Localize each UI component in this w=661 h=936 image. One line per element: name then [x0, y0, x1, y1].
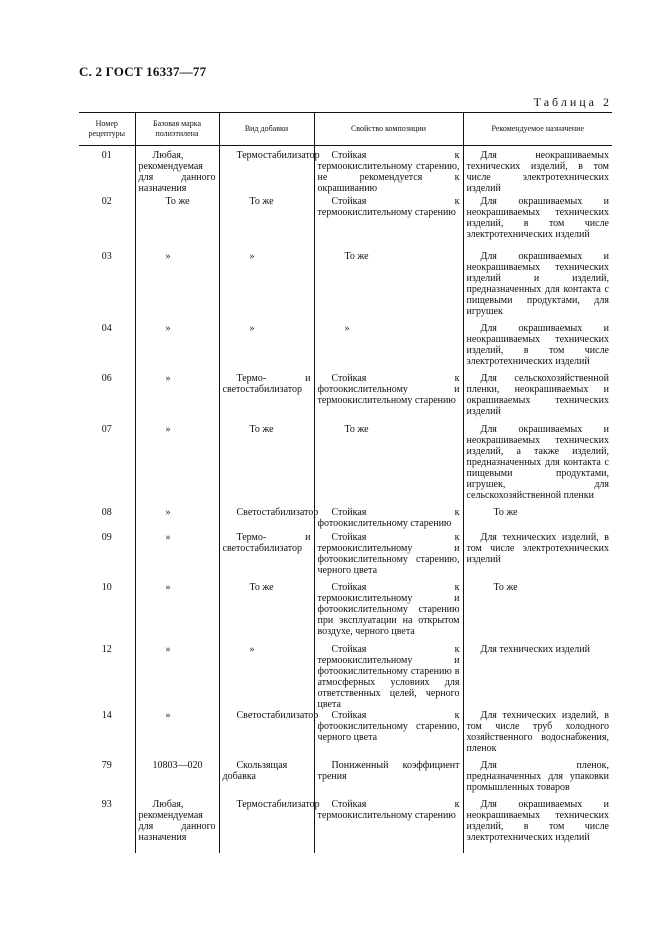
cell-composition-property: Стойкая к термоокислительному старению [314, 799, 463, 853]
cell-base-grade: » [135, 644, 219, 710]
cell-recipe-number: 12 [101, 643, 112, 655]
cell-recipe-number: 06 [101, 372, 112, 384]
table-caption: Таблица 2 [533, 95, 612, 109]
cell-base-grade: » [135, 710, 219, 760]
cell-additive-type: То же [219, 582, 314, 644]
cell-recipe-number: 03 [101, 250, 112, 262]
cell-base-grade: » [135, 424, 219, 507]
cell-additive-type: Термостабилизатор [219, 799, 314, 853]
table-row [79, 424, 612, 507]
cell-base-grade: » [135, 251, 219, 323]
cell-recommended-use: Для неокрашиваемых технических изделий, в том числе электротехнических изделий [463, 146, 612, 196]
cell-additive-type: Светостабилизатор [219, 710, 314, 760]
cell-additive-type: То же [219, 424, 314, 507]
cell-recipe-number: 79 [101, 759, 112, 771]
table-row [79, 799, 612, 853]
cell-recommended-use: Для окрашиваемых и неокрашиваемых технических изделий, в том числе электротехнических изделий [463, 196, 612, 251]
cell-composition-property: Пониженный коэффициент трения [314, 760, 463, 799]
cell-base-grade: » [135, 507, 219, 532]
cell-additive-type: Термо- и светостабилизатор [219, 373, 314, 424]
cell-recipe-number: 09 [101, 531, 112, 543]
cell-composition-property: То же [314, 424, 463, 507]
cell-additive-type: Термостабилизатор [219, 146, 314, 196]
cell-recommended-use: Для пленок, предназначенных для упаковки промышленных товаров [463, 760, 612, 799]
cell-recipe-number: 07 [101, 423, 112, 435]
cell-base-grade: » [135, 323, 219, 373]
header-additive-type: Вид добавки [219, 113, 314, 146]
cell-recommended-use: Для окрашиваемых и неокрашиваемых технических изделий, в том числе электротехнических изделий [463, 799, 612, 853]
header-base-grade: Базовая марка полиэтилена [135, 113, 219, 146]
header-recommended-use: Рекомендуемое назначение [463, 113, 612, 146]
cell-recommended-use: Для технических изделий, в том числе труб холодного хозяйственного водоснабжения, пленок [463, 710, 612, 760]
cell-recipe-number: 14 [101, 709, 112, 721]
cell-composition-property: Стойкая к термоокислительному и фотоокислительному старению, черного цвета [314, 532, 463, 582]
cell-base-grade: » [135, 582, 219, 644]
table-row [79, 710, 612, 760]
page-header: С. 2 ГОСТ 16337—77 [79, 64, 207, 79]
cell-composition-property: Стойкая к термоокислительному старению, не рекомендуется к окрашиванию [314, 146, 463, 196]
cell-recipe-number: 08 [101, 506, 112, 518]
cell-recommended-use: Для сельскохозяйственной пленки, неокрашиваемых и окрашиваемых технических изделий [463, 373, 612, 424]
cell-recommended-use: Для окрашиваемых и неокрашиваемых технических изделий, в том числе электротехнических изделий [463, 323, 612, 373]
cell-recommended-use: Для окрашиваемых и неокрашиваемых технических изделий, а также изделий, предназначенных для контакта с пищевыми продуктами, игрушек, для сельскохозяйственной пленки [463, 424, 612, 507]
cell-base-grade: » [135, 373, 219, 424]
cell-base-grade: Любая, рекомендуемая для данного назначения [135, 146, 219, 196]
cell-additive-type: Термо- и светостабилизатор [219, 532, 314, 582]
cell-composition-property: То же [314, 251, 463, 323]
cell-composition-property: Стойкая к фотоокислительному старению, черного цвета [314, 710, 463, 760]
table-row [79, 146, 612, 196]
table-body [79, 146, 612, 853]
cell-additive-type: То же [219, 196, 314, 251]
cell-recipe-number: 10 [101, 581, 112, 593]
cell-additive-type: Скользящая добавка [219, 760, 314, 799]
header-recipe-number: Номер рецептуры [79, 113, 135, 146]
cell-recommended-use: Для окрашиваемых и неокрашиваемых технических изделий и изделий, предназначенных для контакта с пищевыми продуктами, для игрушек [463, 251, 612, 323]
table-row [79, 760, 612, 799]
cell-additive-type: » [219, 323, 314, 373]
cell-recipe-number: 01 [101, 150, 112, 161]
table-row [79, 323, 612, 373]
cell-base-grade: » [135, 532, 219, 582]
cell-recipe-number: 04 [101, 322, 112, 334]
table-header [79, 113, 612, 146]
cell-composition-property: Стойкая к термоокислительному и фотоокислительному старению в атмосферных условиях для ответственных целей, черного цвета [314, 644, 463, 710]
table-row [79, 644, 612, 710]
cell-recommended-use: То же [463, 507, 612, 532]
cell-composition-property: Стойкая к фотоокислительному старению [314, 507, 463, 532]
header-row [79, 113, 612, 146]
cell-additive-type: Светостабилизатор [219, 507, 314, 532]
cell-composition-property: Стойкая к фотоокислительному и термоокислительному старению [314, 373, 463, 424]
cell-composition-property: Стойкая к термоокислительному и фотоокислительному старению при эксплуатации на открытом воздухе, черного цвета [314, 582, 463, 644]
cell-composition-property: » [314, 323, 463, 373]
cell-recommended-use: Для технических изделий, в том числе электротехнических изделий [463, 532, 612, 582]
cell-composition-property: Стойкая к термоокислительному старению [314, 196, 463, 251]
table-row [79, 196, 612, 251]
table-row [79, 507, 612, 532]
cell-recipe-number: 02 [101, 195, 112, 207]
cell-base-grade: 10803—020 [135, 760, 219, 799]
header-composition-property: Свойство композиции [314, 113, 463, 146]
cell-base-grade: Любая, рекомендуемая для данного назначения [135, 799, 219, 853]
cell-recommended-use: Для технических изделий [463, 644, 612, 710]
cell-additive-type: » [219, 251, 314, 323]
cell-base-grade: То же [135, 196, 219, 251]
table-row [79, 532, 612, 582]
table-row [79, 373, 612, 424]
table-row [79, 582, 612, 644]
cell-recipe-number: 93 [101, 798, 112, 810]
table-row [79, 251, 612, 323]
cell-recommended-use: То же [463, 582, 612, 644]
formulation-table [79, 112, 612, 853]
cell-additive-type: » [219, 644, 314, 710]
